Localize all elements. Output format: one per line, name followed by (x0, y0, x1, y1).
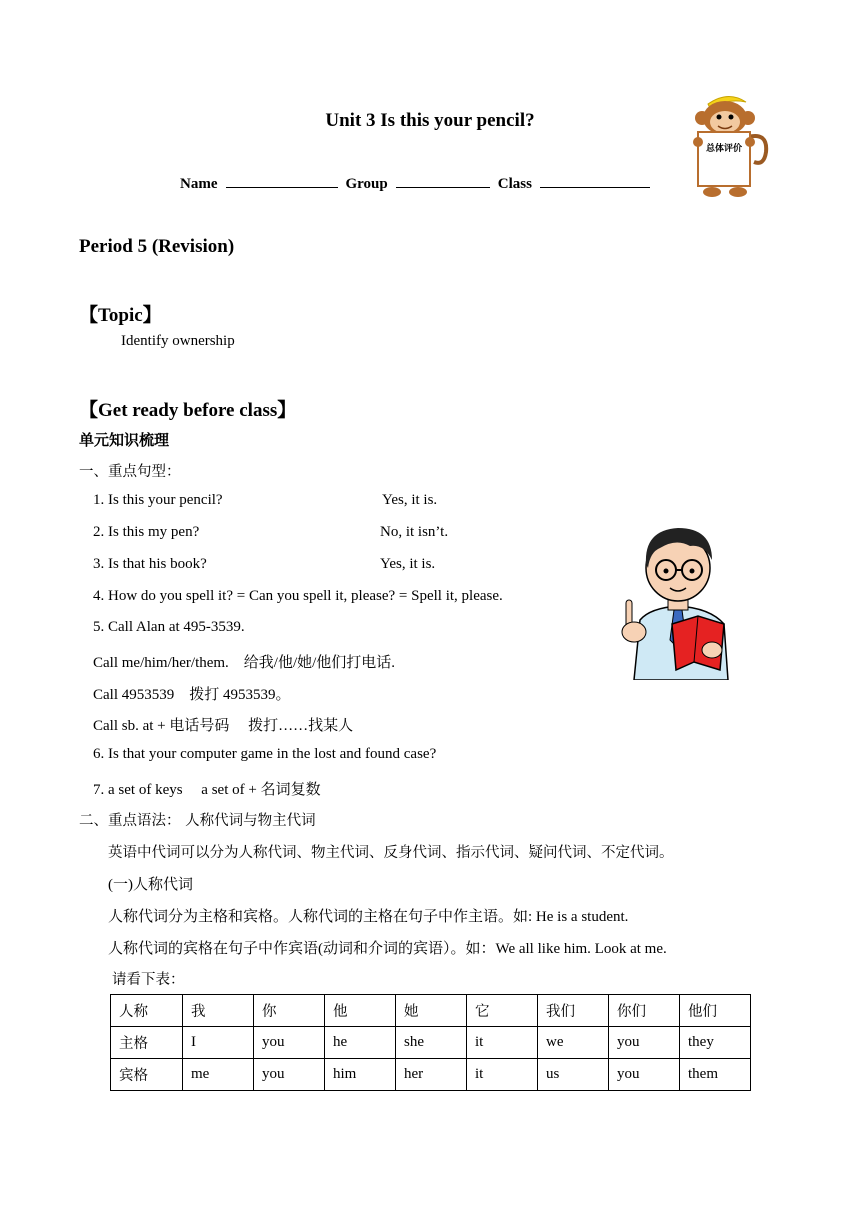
table-cell: 我们 (538, 995, 609, 1027)
table-cell: them (680, 1059, 751, 1091)
table-cell: you (254, 1027, 325, 1059)
sentence-6: 6. Is that your computer game in the lost and found case? (93, 746, 437, 762)
table-cell: 他 (325, 995, 396, 1027)
section1-heading: 一、重点句型： (79, 464, 181, 480)
sentence-1: 1. Is this your pencil? (93, 492, 223, 508)
section2-heading: 二、重点语法： 人称代词与物主代词 (79, 813, 316, 829)
grammar-para-5: 请看下表： (112, 972, 185, 988)
table-cell: him (325, 1059, 396, 1091)
table-row (111, 1027, 751, 1059)
topic-heading: 【Topic】 (79, 305, 162, 326)
sentence-3: 3. Is that his book? (93, 556, 207, 572)
answer-3: Yes, it is. (380, 556, 436, 572)
table-cell: 宾格 (111, 1059, 183, 1091)
table-cell: he (325, 1027, 396, 1059)
subheading: 单元知识梳理 (79, 431, 170, 449)
table-cell: us (538, 1059, 609, 1091)
badge-text: 总体评价 (705, 144, 743, 154)
sentence-7: 7. a set of keys a set of + 名词复数 (93, 782, 321, 798)
period-heading: Period 5 (Revision) (79, 236, 235, 257)
name-label: Name (180, 176, 218, 192)
table-row (111, 1059, 751, 1091)
table-cell: 你 (254, 995, 325, 1027)
group-label: Group (345, 176, 388, 192)
grammar-para-1: 英语中代词可以分为人称代词、物主代词、反身代词、指示代词、疑问代词、不定代词。 (108, 845, 674, 861)
table-cell: it (467, 1027, 538, 1059)
table-cell: me (183, 1059, 254, 1091)
table-cell: you (609, 1027, 680, 1059)
table-row (111, 995, 751, 1027)
name-group-class-line (180, 173, 658, 193)
sentence-5b: Call 4953539 拨打 4953539。 (93, 687, 291, 703)
topic-text: Identify ownership (121, 333, 235, 349)
grammar-para-2: (一)人称代词 (108, 877, 193, 893)
sentence-2: 2. Is this my pen? (93, 524, 200, 540)
table-cell: we (538, 1027, 609, 1059)
get-ready-heading: 【Get ready before class】 (79, 400, 297, 421)
sentence-5c: Call sb. at + 电话号码 拨打……找某人 (93, 718, 354, 734)
table-cell: I (183, 1027, 254, 1059)
sentence-5: 5. Call Alan at 495-3539. (93, 619, 245, 635)
answer-1: Yes, it is. (382, 492, 438, 508)
class-label: Class (497, 176, 532, 192)
page-title: Unit 3 Is this your pencil? (325, 110, 535, 131)
answer-2: No, it isn’t. (380, 524, 449, 540)
table-cell: they (680, 1027, 751, 1059)
table-cell: you (609, 1059, 680, 1091)
pronoun-table (110, 994, 751, 1091)
table-cell: 他们 (680, 995, 751, 1027)
grammar-para-3: 人称代词分为主格和宾格。人称代词的主格在句子中作主语。如: He is a student. (108, 909, 629, 925)
monkey-evaluation-icon (688, 92, 770, 202)
table-cell: she (396, 1027, 467, 1059)
grammar-para-4: 人称代词的宾格在句子中作宾语(动词和介词的宾语）。如：We all like him. Look at me. (108, 941, 667, 957)
table-cell: it (467, 1059, 538, 1091)
sentence-4: 4. How do you spell it? = Can you spell it, please? = Spell it, please. (93, 588, 503, 604)
table-cell: 我 (183, 995, 254, 1027)
teacher-illustration (620, 520, 735, 680)
class-blank[interactable] (540, 173, 650, 188)
sentence-5a: Call me/him/her/them. 给我/他/她/他们打电话. (93, 655, 396, 671)
table-cell: her (396, 1059, 467, 1091)
table-cell: 她 (396, 995, 467, 1027)
table-cell: 它 (467, 995, 538, 1027)
table-cell: 主格 (111, 1027, 183, 1059)
table-cell: you (254, 1059, 325, 1091)
table-cell: 人称 (111, 995, 183, 1027)
name-blank[interactable] (226, 173, 338, 188)
table-cell: 你们 (609, 995, 680, 1027)
group-blank[interactable] (396, 173, 490, 188)
